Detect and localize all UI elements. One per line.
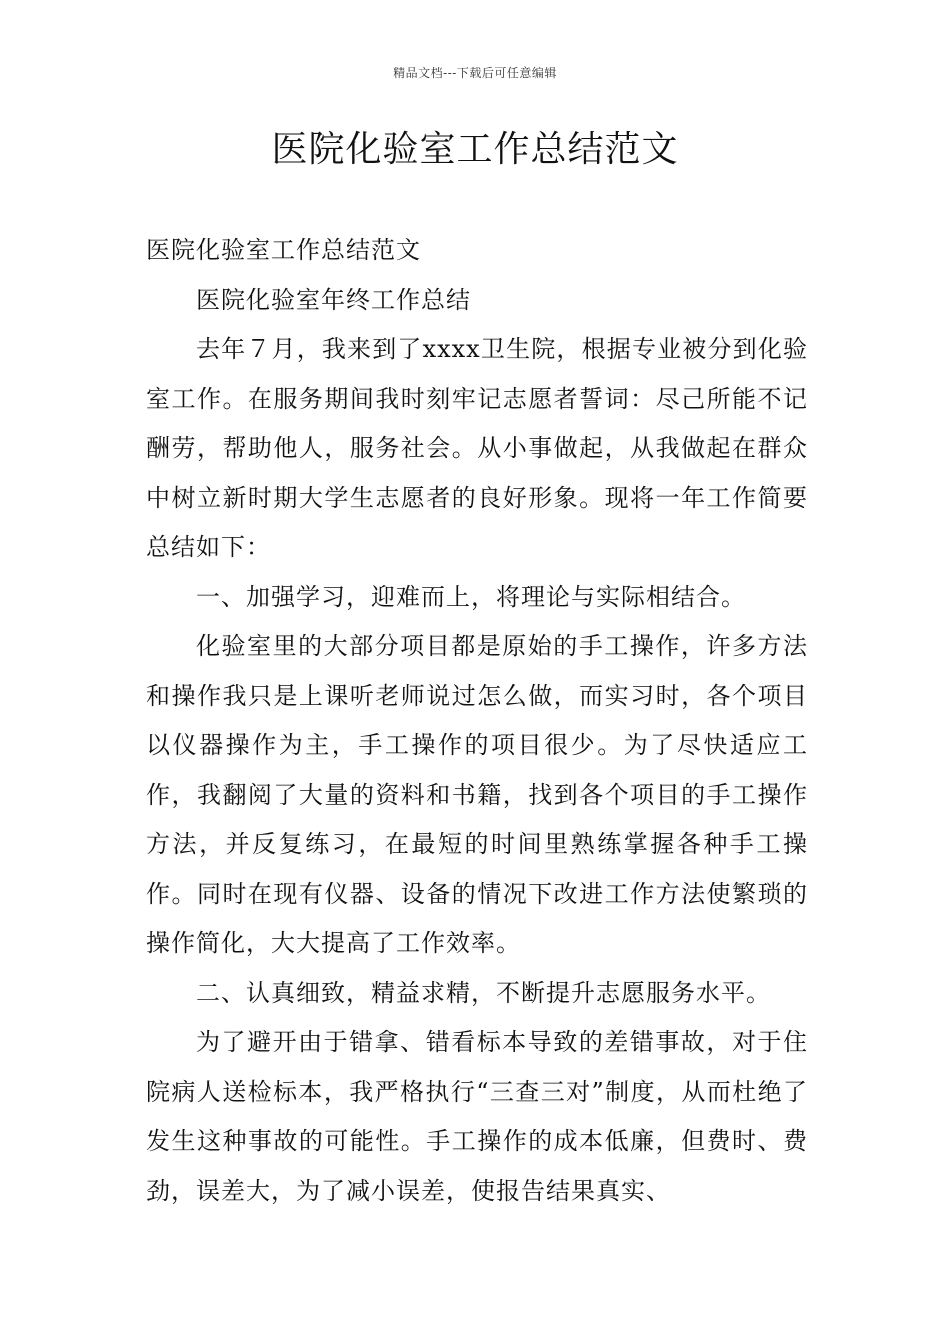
section-heading-one: 一、加强学习，迎难而上，将理论与实际相结合。: [196, 582, 746, 611]
body-paragraph-intro: 去年７月，我来到了xxxx卫生院，根据专业被分到化验室工作。在服务期间我时刻牢记志愿者誓词：尽己所能不记酬劳，帮助他人，服务社会。从小事做起，从我做起在群众中树立新时期大学生志愿者的良好形象。现将一年工作简要总结如下：: [146, 335, 808, 561]
header-note: 精品文档---下载后可任意编辑: [393, 66, 557, 80]
body-paragraph-subtitle: 医院化验室工作总结范文: [146, 236, 421, 264]
document-title: 医院化验室工作总结范文: [271, 129, 679, 170]
body-paragraph-section-one: 化验室里的大部分项目都是原始的手工操作，许多方法和操作我只是上课听老师说过怎么做，而实习时，各个项目以仪器操作为主，手工操作的项目很少。为了尽快适应工作，我翻阅了大量的资料和书籍，找到各个项目的手工操作方法，并反复练习，在最短的时间里熟练掌握各种手工操作。同时在现有仪器、设备的情况下改进工作方法使繁琐的操作简化，大大提高了工作效率。: [146, 632, 808, 957]
document-body: [146, 226, 808, 1216]
body-paragraph-section-two: 为了避开由于错拿、错看标本导致的差错事故，对于住院病人送检标本，我严格执行“三查三对”制度，从而杜绝了发生这种事故的可能性。手工操作的成本低廉，但费时、费劲，误差大，为了减小误差，使报告结果真实、: [146, 1028, 808, 1205]
section-heading-two: 二、认真细致，精益求精，不断提升志愿服务水平。: [196, 978, 771, 1007]
body-paragraph-heading: 医院化验室年终工作总结: [196, 285, 471, 314]
